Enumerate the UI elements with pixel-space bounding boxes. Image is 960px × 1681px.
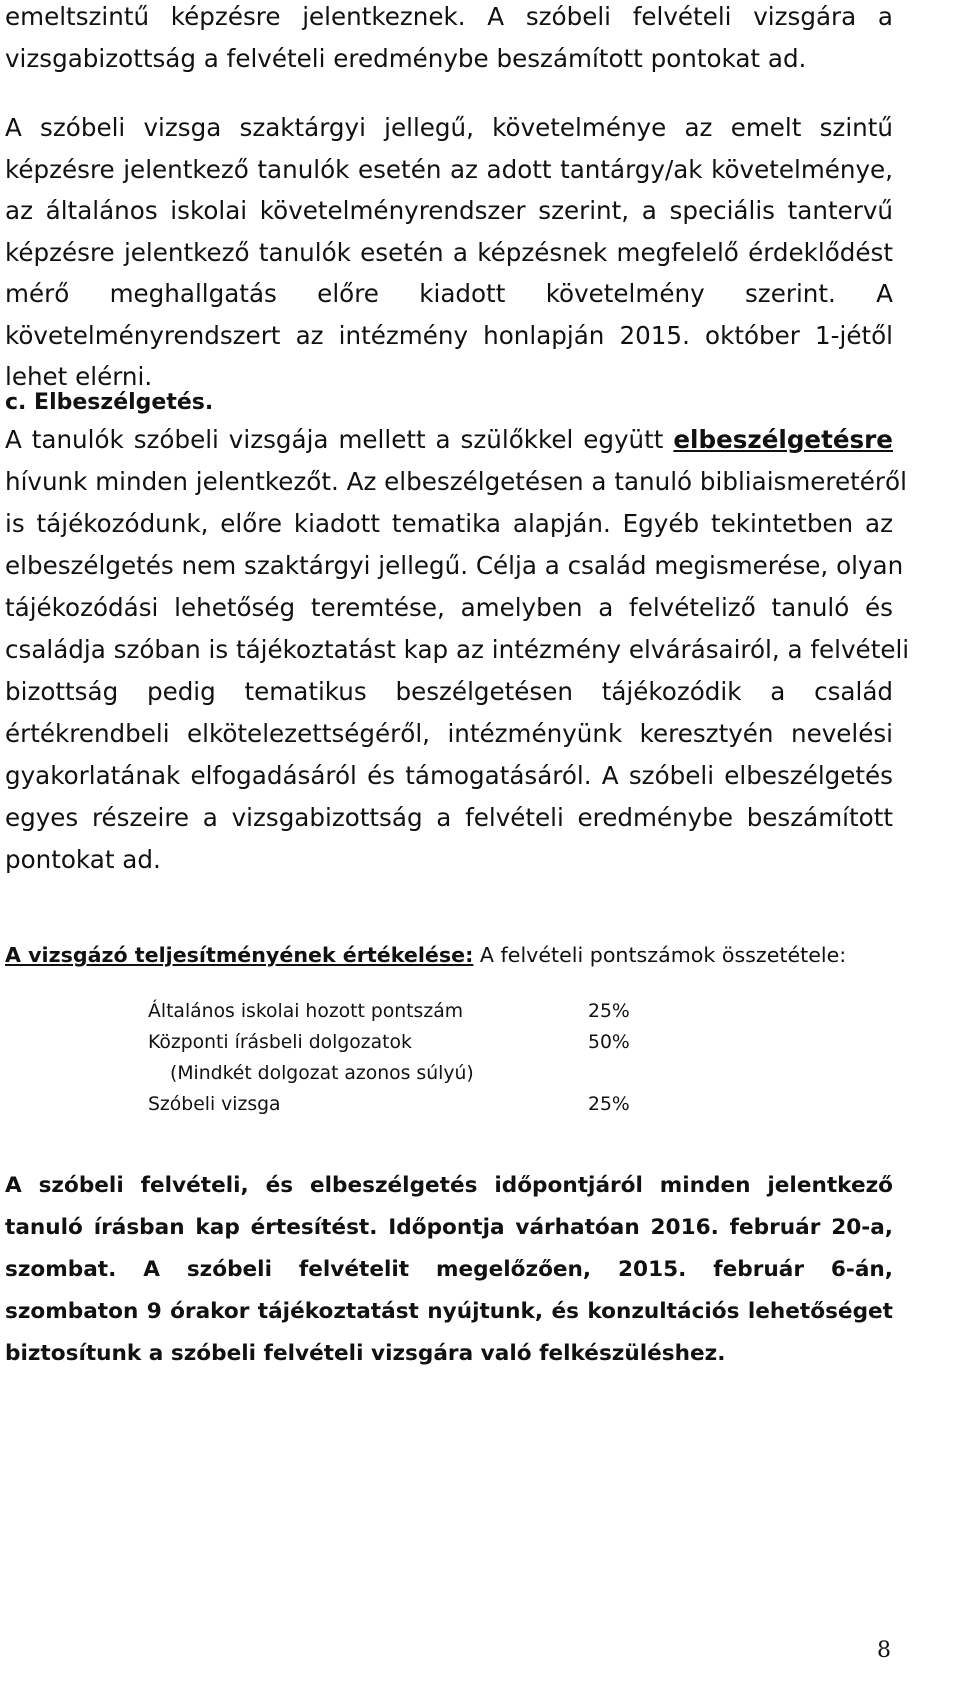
score-row xyxy=(148,1094,648,1125)
text-line: A szóbeli vizsga szaktárgyi jellegű, követelménye az emelt szintű xyxy=(5,113,893,142)
text-line: követelményrendszert az intézmény honlapján 2015. október 1-jétől xyxy=(5,320,893,350)
text-line: egyes részeire a vizsgabizottság a felvételi eredménybe beszámított xyxy=(5,803,893,832)
evaluation-heading: A vizsgázó teljesítményének értékelése: xyxy=(5,943,474,967)
text-line: értékrendbeli elkötelezettségéről, intézményünk keresztyén nevelési xyxy=(5,719,893,748)
notice-paragraph xyxy=(5,1165,893,1375)
text-line: mérő meghallgatás előre kiadott követelmény szerint. A xyxy=(5,279,893,308)
evaluation-subheading: A felvételi pontszámok összetétele: xyxy=(473,943,847,967)
text-line: szombat. A szóbeli felvételit megelőzően, 2015. február 6-án, xyxy=(5,1257,893,1282)
text-line: szombaton 9 órakor tájékoztatást nyújtunk, és konzultációs lehetőséget xyxy=(5,1299,893,1324)
text-line: elbeszélgetés nem szaktárgyi jellegű. Célja a család megismerése, olyan xyxy=(5,551,904,580)
text-line: A szóbeli felvételi, és elbeszélgetés időpontjáról minden jelentkező xyxy=(5,1173,893,1198)
text-line: pontokat ad. xyxy=(5,845,161,874)
score-label: Központi írásbeli dolgozatok xyxy=(148,1032,412,1053)
score-percent: 50% xyxy=(588,1032,630,1053)
score-note: (Mindkét dolgozat azonos súlyú) xyxy=(170,1063,474,1084)
score-row xyxy=(148,1001,648,1032)
text-line: tájékozódási lehetőség teremtése, amelyben a felvételiző tanuló és xyxy=(5,593,893,622)
score-row xyxy=(148,1063,648,1094)
score-row xyxy=(148,1032,648,1063)
score-label: Általános iskolai hozott pontszám xyxy=(148,1001,463,1022)
score-label: Szóbeli vizsga xyxy=(148,1094,281,1115)
page-number: 8 xyxy=(877,1638,891,1663)
text-line: emeltszintű képzésre jelentkeznek. A szóbeli felvételi vizsgára a xyxy=(5,2,893,31)
text-line: tanuló írásban kap értesítést. Időpontja várhatóan 2016. február 20-a, xyxy=(5,1215,893,1240)
text-line: vizsgabizottság a felvételi eredménybe beszámított pontokat ad. xyxy=(5,43,807,73)
text-line xyxy=(5,419,893,461)
interview-title xyxy=(5,388,893,418)
text-line: családja szóban is tájékoztatást kap az intézmény elvárásairól, a felvételi xyxy=(5,635,910,664)
text-segment: A tanulók szóbeli vizsgája mellett a szülőkkel együtt xyxy=(5,425,674,454)
underlined-term: elbeszélgetésre xyxy=(673,425,893,454)
interview-paragraph xyxy=(5,419,910,881)
text-line: képzésre jelentkező tanulók esetén a képzésnek megfelelő érdeklődést xyxy=(5,237,893,267)
oral-exam-paragraph xyxy=(5,107,893,398)
text-line: biztosítunk a szóbeli felvételi vizsgára való felkészüléshez. xyxy=(5,1341,726,1366)
text-line: lehet elérni. xyxy=(5,362,153,391)
text-line: képzésre jelentkező tanulók esetén az adott tantárgy/ak követelménye, xyxy=(5,154,893,184)
score-percent: 25% xyxy=(588,1094,630,1115)
text-line: hívunk minden jelentkezőt. Az elbeszélgetésen a tanuló bibliaismeretéről xyxy=(5,467,907,496)
score-percent: 25% xyxy=(588,1001,630,1022)
text-line: gyakorlatának elfogadásáról és támogatásáról. A szóbeli elbeszélgetés xyxy=(5,761,893,790)
section-title: c. Elbeszélgetés. xyxy=(5,390,214,415)
intro-paragraph xyxy=(5,0,893,79)
text-line: az általános iskolai követelményrendszer szerint, a speciális tantervű xyxy=(5,196,893,225)
score-table xyxy=(148,1001,648,1125)
evaluation-heading-line xyxy=(5,943,893,967)
text-line: bizottság pedig tematikus beszélgetésen tájékozódik a család xyxy=(5,677,893,706)
text-line: is tájékozódunk, előre kiadott tematika alapján. Egyéb tekintetben az xyxy=(5,509,893,538)
